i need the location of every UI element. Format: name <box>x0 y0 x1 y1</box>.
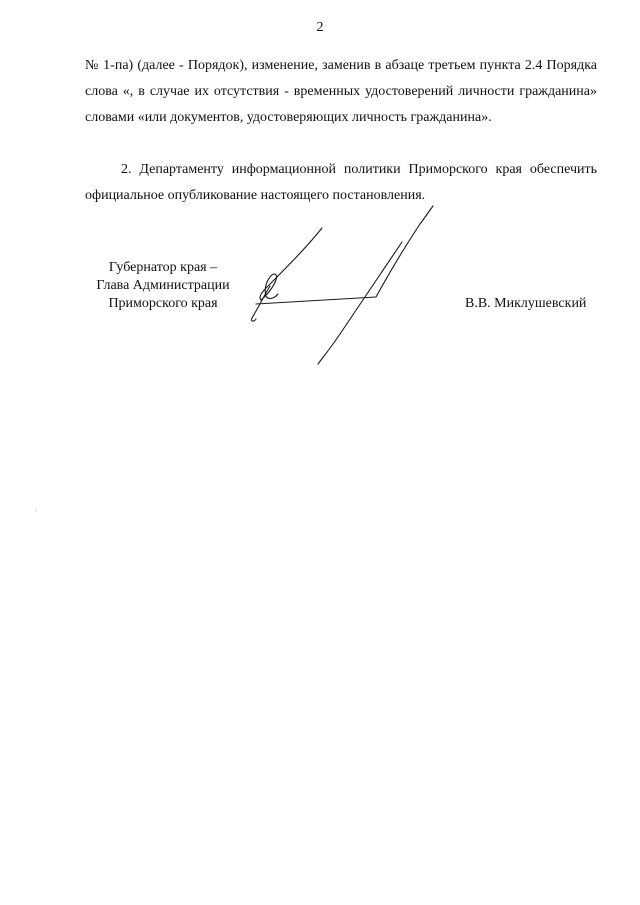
signatory-title-line: Приморского края <box>108 296 218 311</box>
paragraph-publication: 2. Департаменту информационной политики Приморского края обеспечить официальное опубликование настоящего постановления. <box>85 162 597 203</box>
handwritten-signature <box>240 200 460 370</box>
signatory-title-line: Глава Администрации <box>96 278 230 293</box>
signatory-name: В.В. Миклушевский <box>465 296 587 311</box>
signatory-title-line: Губернатор края – <box>108 260 218 275</box>
page-number: 2 <box>316 20 324 35</box>
scan-speck <box>36 510 37 511</box>
signatory-title <box>78 259 248 313</box>
paragraph-amendment: № 1-па) (далее - Порядок), изменение, заменив в абзаце третьем пункта 2.4 Порядка слова «, в случае их отсутствия - временных удостоверений личности гражданина» словами «или документов, удостоверяющих личность гражданина». <box>85 58 597 125</box>
